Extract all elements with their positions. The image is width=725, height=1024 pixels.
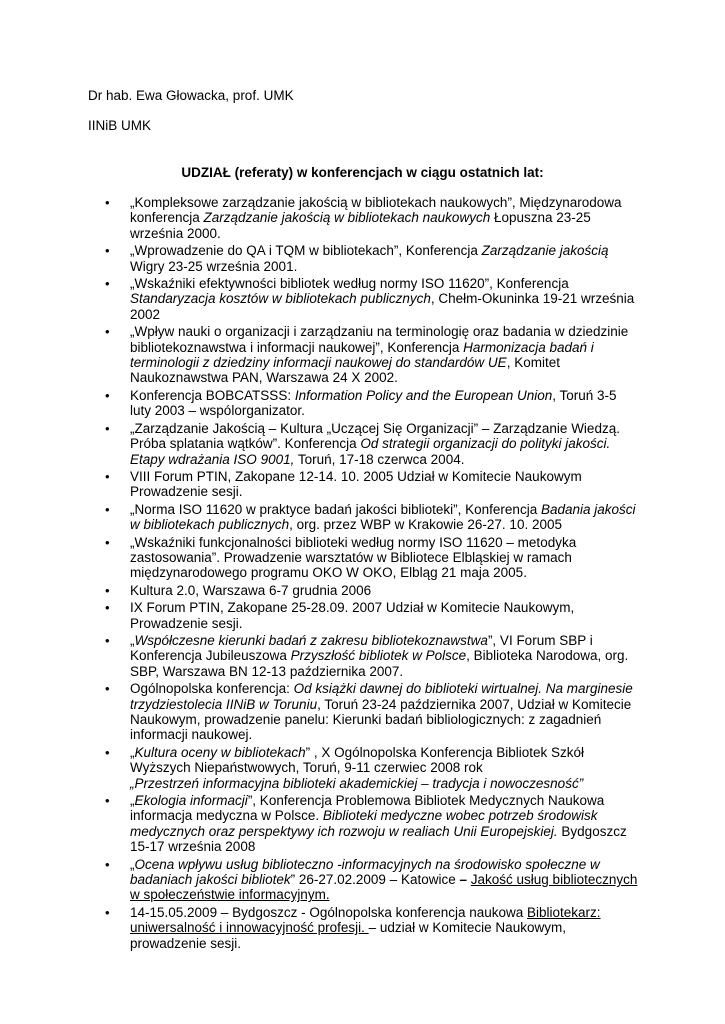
item-line bbox=[130, 808, 645, 823]
italic-text: Biblioteki medyczne wobec potrzeb środowisk bbox=[322, 808, 598, 824]
item-line bbox=[130, 793, 645, 808]
italic-text: Przyszłość bibliotek w Polsce bbox=[290, 648, 467, 664]
item-line bbox=[130, 340, 645, 355]
author-name: Dr hab. Ewa Głowacka, prof. UMK bbox=[88, 88, 294, 103]
item-line bbox=[130, 259, 645, 274]
italic-text: Information Policy and the European Union bbox=[294, 387, 553, 403]
text-run: , Komitet bbox=[506, 355, 560, 371]
item-line bbox=[130, 633, 645, 648]
item-line bbox=[130, 484, 645, 499]
bullet-icon: • bbox=[105, 904, 110, 920]
bullet-icon: • bbox=[105, 681, 110, 697]
underlined-text: w społeczeństwie informacyjnym. bbox=[130, 887, 330, 903]
italic-text: Harmonizacja badań i bbox=[463, 339, 594, 355]
italic-text: Współczesne kierunki badań z zakresu bibliotekoznawstwa bbox=[134, 632, 488, 648]
conference-item bbox=[105, 276, 645, 322]
conference-item bbox=[105, 421, 645, 467]
item-line bbox=[130, 469, 645, 484]
item-line bbox=[130, 535, 645, 550]
bullet-icon: • bbox=[105, 420, 110, 436]
item-line bbox=[130, 210, 645, 225]
item-line bbox=[130, 307, 645, 322]
text-run: ” 26-27.02.2009 – Katowice bbox=[290, 872, 460, 888]
item-line bbox=[130, 905, 645, 920]
text-run: „Wskaźniki funkcjonalności biblioteki według normy ISO 11620 – metodyka bbox=[130, 534, 577, 550]
item-line bbox=[130, 517, 645, 532]
text-run: Bydgoszcz bbox=[557, 823, 627, 839]
underlined-text: uniwersalność i innowacyjność profesji. bbox=[130, 920, 369, 936]
conference-item bbox=[105, 502, 645, 533]
item-line bbox=[130, 243, 645, 258]
text-run: SBP, Warszawa BN 12-13 października 2007. bbox=[130, 663, 404, 679]
item-line bbox=[130, 388, 645, 403]
item-line bbox=[130, 355, 645, 370]
conference-item bbox=[105, 388, 645, 419]
text-run: międzynarodowego programu OKO W OKO, Elbląg 21 maja 2005. bbox=[130, 565, 527, 581]
text-run: 2002 bbox=[130, 306, 161, 322]
text-run: , Biblioteka Narodowa, org. bbox=[466, 648, 629, 664]
conference-item bbox=[105, 469, 645, 500]
item-line bbox=[130, 727, 645, 742]
item-line bbox=[130, 370, 645, 385]
text-run: Kultura 2.0, Warszawa 6-7 grudnia 2006 bbox=[130, 582, 372, 598]
text-run: „ bbox=[130, 632, 135, 648]
text-run: informacji naukowej. bbox=[130, 727, 253, 743]
text-run: Próba splatania wątków”. Konferencja bbox=[130, 436, 361, 452]
conference-item bbox=[105, 324, 645, 386]
italic-text: Od książki dawnej do biblioteki wirtualnej. Na marginesie bbox=[293, 681, 633, 697]
text-run: 15-17 września 2008 bbox=[130, 839, 256, 855]
italic-text: Kultura oceny w bibliotekach bbox=[134, 744, 306, 760]
item-line bbox=[130, 887, 645, 902]
conference-item bbox=[105, 535, 645, 581]
conference-item bbox=[105, 633, 645, 679]
underlined-text: Bibliotekarz: bbox=[527, 904, 601, 920]
text-run: Konferencja Jubileuszowa bbox=[130, 648, 291, 664]
bullet-icon: • bbox=[105, 195, 110, 210]
item-line bbox=[130, 583, 645, 598]
text-run: „Wskaźniki efektywności bibliotek według normy ISO 11620”, Konferencja bbox=[130, 276, 569, 292]
text-run: , Toruń 3-5 bbox=[552, 387, 617, 403]
item-line bbox=[130, 857, 645, 872]
conference-item bbox=[105, 600, 645, 631]
underlined-text: Jakość usług bibliotecznych bbox=[470, 872, 638, 888]
italic-text: Zarządzanie jakością w bibliotekach naukowych bbox=[203, 210, 491, 226]
text-run: Ogólnopolska konferencja: bbox=[130, 681, 294, 697]
text-run: zastosowania”. Prowadzenie warsztatów w Bibliotece Elbląskiej w ramach bbox=[130, 549, 572, 565]
bullet-icon: • bbox=[105, 856, 110, 872]
item-line bbox=[130, 324, 645, 339]
item-line bbox=[130, 226, 645, 241]
conference-item bbox=[105, 681, 645, 743]
text-run: Naukoznawstwa PAN, Warszawa 24 X 2002. bbox=[130, 370, 398, 386]
bullet-icon: • bbox=[105, 582, 110, 598]
item-line bbox=[130, 276, 645, 291]
conference-item bbox=[105, 195, 645, 241]
bullet-icon: • bbox=[105, 632, 110, 648]
item-line bbox=[130, 697, 645, 712]
item-line bbox=[130, 712, 645, 727]
text-run: „ bbox=[130, 856, 135, 872]
item-line bbox=[130, 824, 645, 839]
italic-text: Ekologia informacji bbox=[134, 793, 248, 809]
text-run: Wigry 23-25 września 2001. bbox=[130, 258, 298, 274]
text-run: Wyższych Niepaństwowych, Toruń, 9-11 czerwiec 2008 rok bbox=[130, 760, 483, 776]
item-line bbox=[130, 502, 645, 517]
item-line bbox=[130, 550, 645, 565]
italic-text: Etapy wdrażania ISO 9001, bbox=[130, 451, 295, 467]
text-run: ”, Konferencja Problemowa Bibliotek Medycznych Naukowa bbox=[247, 793, 605, 809]
text-run: ” , X Ogólnopolska Konferencja Bibliotek Szkół bbox=[305, 744, 585, 760]
italic-text: terminologii z dziedziny informacji naukowej do standardów UE bbox=[130, 355, 507, 371]
text-run: Konferencja BOBCATSSS: bbox=[130, 387, 295, 403]
item-line bbox=[130, 403, 645, 418]
italic-text: Ocena wpływu usług biblioteczno -informacyjnych na środowisko społeczne w bbox=[134, 856, 600, 872]
conference-item bbox=[105, 793, 645, 855]
italic-text: Od strategii organizacji do polityki jakości. bbox=[360, 436, 611, 452]
text-run: września 2000. bbox=[130, 225, 221, 241]
bullet-icon: • bbox=[105, 534, 110, 550]
italic-text: Badania jakości bbox=[540, 501, 636, 517]
item-line bbox=[130, 648, 645, 663]
text-run: Naukowym, prowadzenie panelu: Kierunki badań bibliologicznych: z zagadnień bbox=[130, 712, 602, 727]
bullet-icon: • bbox=[105, 600, 110, 616]
bullet-icon: • bbox=[105, 793, 110, 809]
item-line bbox=[130, 745, 645, 760]
conference-item bbox=[105, 905, 645, 951]
text-run: , org. przez WBP w Krakowie 26-27. 10. 2005 bbox=[289, 517, 562, 533]
text-run: „Norma ISO 11620 w praktyce badań jakości biblioteki”, Konferencja bbox=[130, 501, 541, 517]
item-line bbox=[130, 776, 645, 791]
item-line bbox=[130, 421, 645, 436]
document-title: UDZIAŁ (referaty) w konferencjach w ciągu ostatnich lat: bbox=[181, 165, 544, 180]
conference-item bbox=[105, 745, 645, 791]
text-run: Toruń, 17-18 czerwca 2004. bbox=[294, 451, 465, 467]
conference-item bbox=[105, 243, 645, 274]
bullet-icon: • bbox=[105, 468, 110, 484]
italic-text: badaniach jakości bibliotek bbox=[130, 872, 291, 888]
text-run: Łopuszna 23-25 bbox=[490, 210, 591, 226]
text-run: luty 2003 – wspólorganizator. bbox=[130, 403, 305, 419]
bullet-icon: • bbox=[105, 744, 110, 760]
text-run: „Wprowadzenie do QA i TQM w bibliotekach”, Konferencja bbox=[130, 243, 482, 259]
italic-text: „Przestrzeń informacyjna biblioteki akademickiej – tradycja i nowoczesność” bbox=[130, 775, 584, 791]
item-line bbox=[130, 760, 645, 775]
italic-text: trzydziestolecia IINiB w Toruniu bbox=[130, 696, 318, 712]
text-run: Prowadzenie sesji. bbox=[130, 615, 243, 631]
text-run: „Wpływ nauki o organizacji i zarządzaniu na terminologię oraz badania w dziedzinie bbox=[130, 324, 629, 340]
text-run: – udział w Komitecie Naukowym, bbox=[368, 920, 566, 936]
item-line bbox=[130, 681, 645, 696]
item-line bbox=[130, 616, 645, 631]
item-line bbox=[130, 920, 645, 935]
text-run: 14-15.05.2009 – Bydgoszcz - Ogólnopolska konferencja naukowa bbox=[130, 904, 528, 920]
text-run: IX Forum PTIN, Zakopane 25-28.09. 2007 Udział w Komitecie Naukowym, bbox=[130, 600, 575, 616]
text-run: informacja medyczna w Polsce. bbox=[130, 808, 323, 824]
text-run: prowadzenie sesji. bbox=[130, 935, 242, 951]
bullet-icon: • bbox=[105, 276, 110, 292]
conference-list bbox=[105, 195, 645, 953]
text-run: Prowadzenie sesji. bbox=[130, 484, 243, 500]
text-run: „Kompleksowe zarządzanie jakością w bibliotekach naukowych”, Międzynarodowa bbox=[130, 195, 622, 210]
item-line bbox=[130, 195, 645, 210]
conference-item bbox=[105, 583, 645, 598]
text-run: „Zarządzanie Jakością – Kultura „Uczącej Się Organizacji” – Zarządzanie Wiedzą. bbox=[130, 420, 620, 436]
bullet-icon: • bbox=[105, 243, 110, 259]
institute-name: IINiB UMK bbox=[88, 118, 152, 133]
item-line bbox=[130, 436, 645, 451]
text-run: ”, VI Forum SBP i bbox=[487, 632, 593, 648]
conference-item bbox=[105, 857, 645, 903]
bullet-icon: • bbox=[105, 387, 110, 403]
item-line bbox=[130, 936, 645, 951]
item-line bbox=[130, 839, 645, 854]
bullet-icon: • bbox=[105, 501, 110, 517]
text-run: „ bbox=[130, 744, 135, 760]
italic-text: medycznych oraz perspektywy ich rozwoju w realiach Unii Europejskiej. bbox=[130, 823, 558, 839]
item-line bbox=[130, 452, 645, 467]
item-line bbox=[130, 664, 645, 679]
text-run: , Chełm-Okuninka 19-21 września bbox=[430, 291, 635, 307]
text-run: – bbox=[459, 872, 467, 888]
italic-text: Standaryzacja kosztów w bibliotekach publicznych bbox=[130, 291, 431, 307]
text-run: , Toruń 23-24 października 2007, Udział w Komitecie bbox=[317, 696, 632, 712]
italic-text: w bibliotekach publicznych bbox=[130, 517, 290, 533]
item-line bbox=[130, 872, 645, 887]
bullet-icon: • bbox=[105, 324, 110, 340]
text-run: bibliotekoznawstwa i informacji naukowej”, Konferencja bbox=[130, 339, 464, 355]
item-line bbox=[130, 565, 645, 580]
item-line bbox=[130, 600, 645, 615]
text-run: konferencja bbox=[130, 210, 204, 226]
text-run: „ bbox=[130, 793, 135, 809]
item-line bbox=[130, 291, 645, 306]
italic-text: Zarządzanie jakością bbox=[481, 243, 609, 259]
text-run: VIII Forum PTIN, Zakopane 12-14. 10. 2005 Udział w Komitecie Naukowym bbox=[130, 468, 582, 484]
